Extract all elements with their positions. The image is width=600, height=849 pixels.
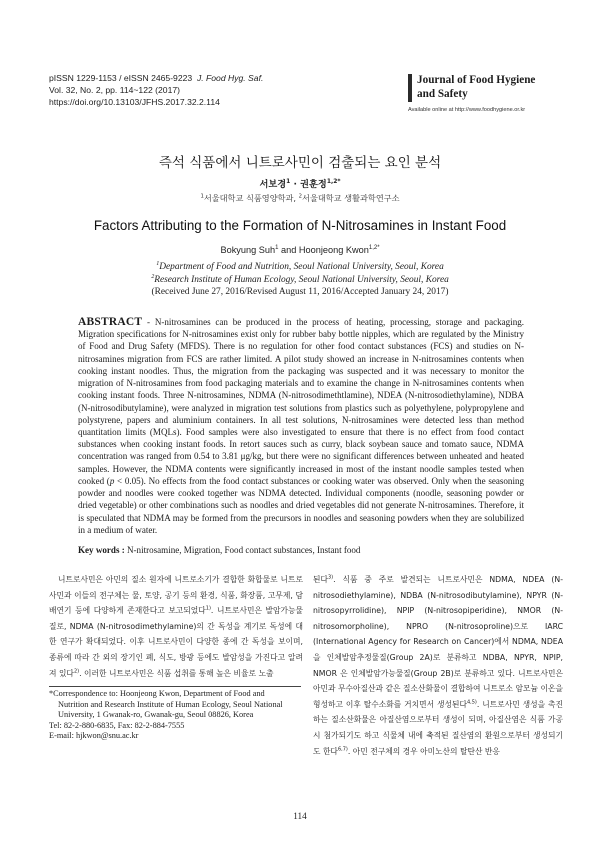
- email-link[interactable]: E-mail: hjkwon@snu.ac.kr: [49, 731, 139, 741]
- authors-korean: 서보경$^1$ · 권훈정$^{1,2*}$: [259, 177, 341, 190]
- affiliation-2: $^2$Research Institute of Human Ecology, Seoul National University, Seoul, Korea: [151, 273, 449, 285]
- page-number: 114: [293, 811, 307, 821]
- logo-bar-icon: [408, 74, 412, 102]
- doi-line[interactable]: https://doi.org/10.13103/JFHS.2017.32.2.114: [49, 97, 220, 107]
- keywords: [78, 545, 524, 555]
- affiliation-1: $^1$Department of Food and Nutrition, Seoul National University, Seoul, Korea: [156, 260, 444, 272]
- journal-name: Journal of Food Hygiene and Safety: [417, 74, 536, 100]
- keywords-label: Key words :: [78, 545, 125, 555]
- footnote-divider: [49, 686, 301, 687]
- affiliations-english: [0, 261, 600, 286]
- received-dates: (Received June 27, 2016/Revised August 11, 2016/Accepted January 24, 2017): [151, 287, 449, 297]
- journal-abbrev: J. Food Hyg. Saf.: [196, 73, 264, 83]
- correspondence-footnote: *Correspondence to: Hoonjeong Kwon, Department of Food and Nutrition and Research Institute of Human Ecology, Seoul National University, 1 Gwanak-ro, Gwanak-gu, Seoul 08826, Korea Tel: 82-2-880-6835, Fax: 82-2-884-7555 E-mail: hjkwon@snu.ac.kr: [49, 689, 305, 742]
- available-online[interactable]: Available online at http://www.foodhygiene.or.kr: [408, 107, 526, 113]
- authors-english: Bokyung Suh$^1$ and Hoonjeong Kwon$^{1,2*}$: [220, 244, 380, 255]
- volume-line: Vol. 32, No. 2, pp. 114~122 (2017): [49, 85, 180, 95]
- journal-meta: [49, 72, 263, 108]
- issn-line: pISSN 1229-1153 / eISSN 2465-9223 J. Food Hyg. Saf.: [49, 73, 264, 83]
- abstract-text: N-nitrosamines can be produced in the process of heating, processing, storage and packaging. Migration specifications for N-nitrosamines exist only for rubber baby bottle nipples, which are regulated by the Ministry of Food and Drug Safety (MFDS). There is no regulation for other food contact substances (FCS) and studies on N-nitrosamines migration from FCS are rather limited. A pilot study showed an increase in N-nitrosamines contents when cooking instant noodles. Thus, the migration from the packaging was suspected and it was necessary to monitor the migration of N-nitrosamines from food packaging materials and to examine the change in N-nitrosamines contents when cooking instant foods. Three N-nitrosamines, NDMA (N-nitrosodimethtlamine), NDEA (N-nitrosodiethylamine), NDBA (N-nitrosodibutylamine), were analyzed in migration test solutions from plastics such as polyethylene, polypropylene and polystyrene, papers and aluminium containers. In all test solutions, N-nitrosamines were detected less than method quantitation limits (MQLs). Food samples were also investigated to ensure that there is no effect from food contact substances when cooking instant foods. In retort sauces such as curry, black soybean sauce and tomato sauce, NDMA concentration was ranged from 0.54 to 3.81 μg/kg, but there were no significant differences between unheated and heated samples. However, the NDMA contents were significantly increased in most of the instant noodle samples tested when cooked (: [78, 317, 524, 486]
- body-column-left: 니트로사민은 아민의 질소 원자에 니트로소기가 결합한 화합물로 니트로사민과 이들의 전구체는 물, 토양, 공기 등의 환경, 식품, 화장품, 고무제, 담배연기 등에 다양하게 존재한다고 보고되었다$^{1)}$. 니트로사민은 발암가능물질로, NDMA (N-nitrosodimethylamine)의 간 독성을 계기로 독성에 대한 연구가 확대되었다. 이후 니트로사민이 다양한 종에 간 독성을 보이며, 종류에 따라 간 외의 장기인 폐, 식도, 방광 등에도 발암성을 가진다고 알려져 있다$^{2)}$. 이러한 니트로사민은 식품 섭취를 통해 높은 비율로 노출: [49, 575, 303, 678]
- keywords-text: N-nitrosamine, Migration, Food contact substances, Instant food: [124, 545, 361, 555]
- abstract-label: ABSTRACT: [78, 316, 143, 328]
- title-korean: 즉석 식품에서 니트로사민이 검출되는 요인 분석: [158, 155, 442, 171]
- title-english: Factors Attributing to the Formation of N-Nitrosamines in Instant Food: [93, 218, 507, 233]
- body-column-right: 된다$^{3)}$. 식품 중 주로 발견되는 니트로사민은 NDMA, NDEA (N-nitrosodiethylamine), NDBA (N-nitrosodibutylamine), NPYR (N-nitrosopyrrolidine), NPIP (N-nitrosopiperidine), NMOR (N-nitrosomorpholine), NPRO (N-nitrosoproline)으로 IARC (International Agency for Research on Cancer)에서 NDMA, NDEA을 인체발암추정물질(Group 2A)로 분류하고 NDBA, NPYR, NPIP, NMOR 은 인체발암가능물질(Group 2B)로 분류하고 있다. 니트로사민은 아민과 무수아질산과 같은 질소산화물이 결합하여 니트로소 암모늄 이온을 형성하고 이후 탈수소화를 거치면서 생성된다$^{4,5)}$. 니트로사민 생성을 촉진하는 질소산화물은 아질산염으로부터 생성이 되며, 아질산염은 식품 가공시 첨가되기도 하고 식물체 내에 축적된 질산염의 환원으로부터 생성되기도 한다$^{6,7)}$. 아민 전구체의 경우 아미노산의 탈탄산 반응: [313, 574, 563, 756]
- affiliations-korean: $^1$서울대학교 식품영양학과, $^2$서울대학교 생활과학연구소: [200, 193, 400, 203]
- abstract: ABSTRACT - N-nitrosamines can be produced in the process of heating, processing, storage and packaging. Migration specifications for N-nitrosamines exist only for rubber baby bottle nipples, which are regulated by the Ministry of Food and Drug Safety (MFDS). There is no regulation for other food contact substances (FCS) and studies on N-nitrosamines migration from FCS are rather limited. A pilot study showed an increase in N-nitrosamines contents when cooking instant noodles. Thus, the migration from the packaging was suspected and it was necessary to monitor the migration of N-nitrosamines from food packaging materials and to examine the change in N-nitrosamines contents when cooking instant foods. Three N-nitrosamines, NDMA (N-nitrosodimethtlamine), NDEA (N-nitrosodiethylamine), NDBA (N-nitrosodibutylamine), were analyzed in migration test solutions from plastics such as polyethylene, polypropylene and polystyrene, papers and aluminium containers. In all test solutions, N-nitrosamines were detected less than method quantitation limits (MQLs). Food samples were also investigated to ensure that there is no effect from food contact substances when cooking instant foods. In retort sauces such as curry, black soybean sauce and tomato sauce, NDMA concentration was ranged from 0.54 to 3.81 μg/kg, but there were no significant differences between unheated and heated samples. However, the NDMA contents were significantly increased in most of the instant noodle samples tested when cooked (p < 0.05). No effects from the food contact substances or cooking water was observed. Only when the seasoning powder and noodles were cooked together was NDMA detected. Individual components (noodle, seasoning powder or dried vegetable) or other combinations such as noodles and dried vegetables did not generate N-nitrosamines. Therefore, it is speculated that NDMA may be formed from the precursors in noodles and seasoning powders when they are solubilized in a medium of water.: [78, 316, 524, 535]
